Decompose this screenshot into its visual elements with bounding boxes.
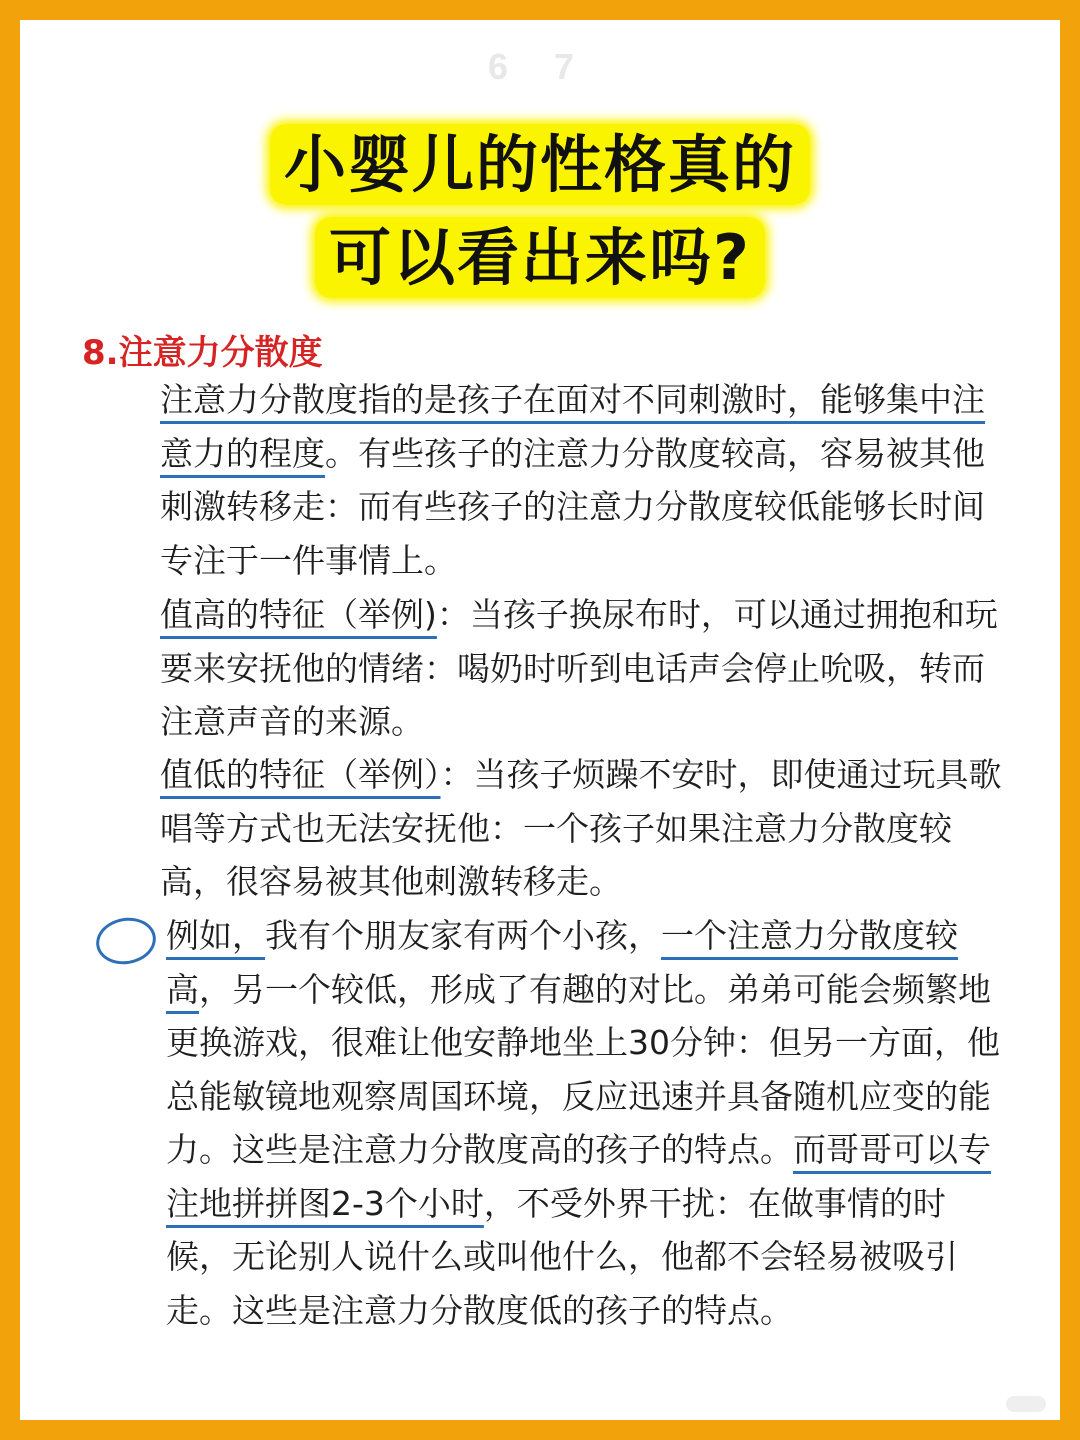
page-number: 6 7 <box>487 46 593 87</box>
low-trait-label: 值低的特征（举例） <box>160 755 441 794</box>
high-trait-label: 值高的特征（举例) <box>160 595 437 634</box>
example-rest-2: ，不受外界干扰：在做事情的时候，无论别人说什么或叫他什么，他都不会轻易被吸引走。这些是注意力分散度低的孩子的特点。 <box>166 1183 958 1330</box>
example-rest-1: ，另一个较低，形成了有趣的对比。弟弟可能会频繁地更换游戏，很难让他安静地坐上30分钟：但另一方面，他总能敏镜地观察周国环境，反应迅速并具备随机应变的能力。这些是注意力分散度高的孩子的特点。 <box>166 969 1000 1169</box>
content-card <box>20 20 1060 1420</box>
high-trait-text: ：当孩子换尿布时，可以通过拥抱和玩要来安抚他的情绪：喝奶时听到电话声会停止吮吸，转而注意声音的来源。 <box>160 595 998 741</box>
example-mid: 我有个朋友家有两个小孩， <box>265 916 661 955</box>
definition-rest: 。有些孩子的注意力分散度较高，容易被其他刺激转移走：而有些孩子的注意力分散度较低能够长时间专注于一件事情上。 <box>160 433 985 580</box>
example-underlined-2: 而哥哥可以专注地拼拼图2-3个小时 <box>166 1130 991 1223</box>
low-trait-text: ：当孩子烦躁不安时，即使通过玩具歌唱等方式也无法安抚他：一个孩子如果注意力分散度较高，很容易被其他刺激转移走。 <box>160 755 1002 901</box>
example-underlined-1: 一个注意力分散度较高 <box>166 916 958 1009</box>
example-lead: 例如， <box>166 916 265 955</box>
underlined-definition-a: 注意力分散度指的是孩子在面对不同刺激时，能够 <box>160 380 886 419</box>
watermark-icon <box>1006 1396 1046 1412</box>
title-line-1 <box>20 115 1060 204</box>
section-heading: 8.注意力分散度 <box>82 333 323 373</box>
title-text-1: 小婴儿的性格真的 <box>270 124 810 205</box>
title-text-2: 可以看出来吗? <box>315 217 765 298</box>
paragraph-definition <box>84 373 1004 587</box>
paragraph-high-trait <box>84 588 1004 749</box>
paragraph-low-trait <box>84 748 1004 909</box>
title-line-2 <box>20 208 1060 297</box>
underlined-definition-b: 集中注意力的程度 <box>160 380 985 473</box>
paragraph-example <box>84 909 1004 1337</box>
